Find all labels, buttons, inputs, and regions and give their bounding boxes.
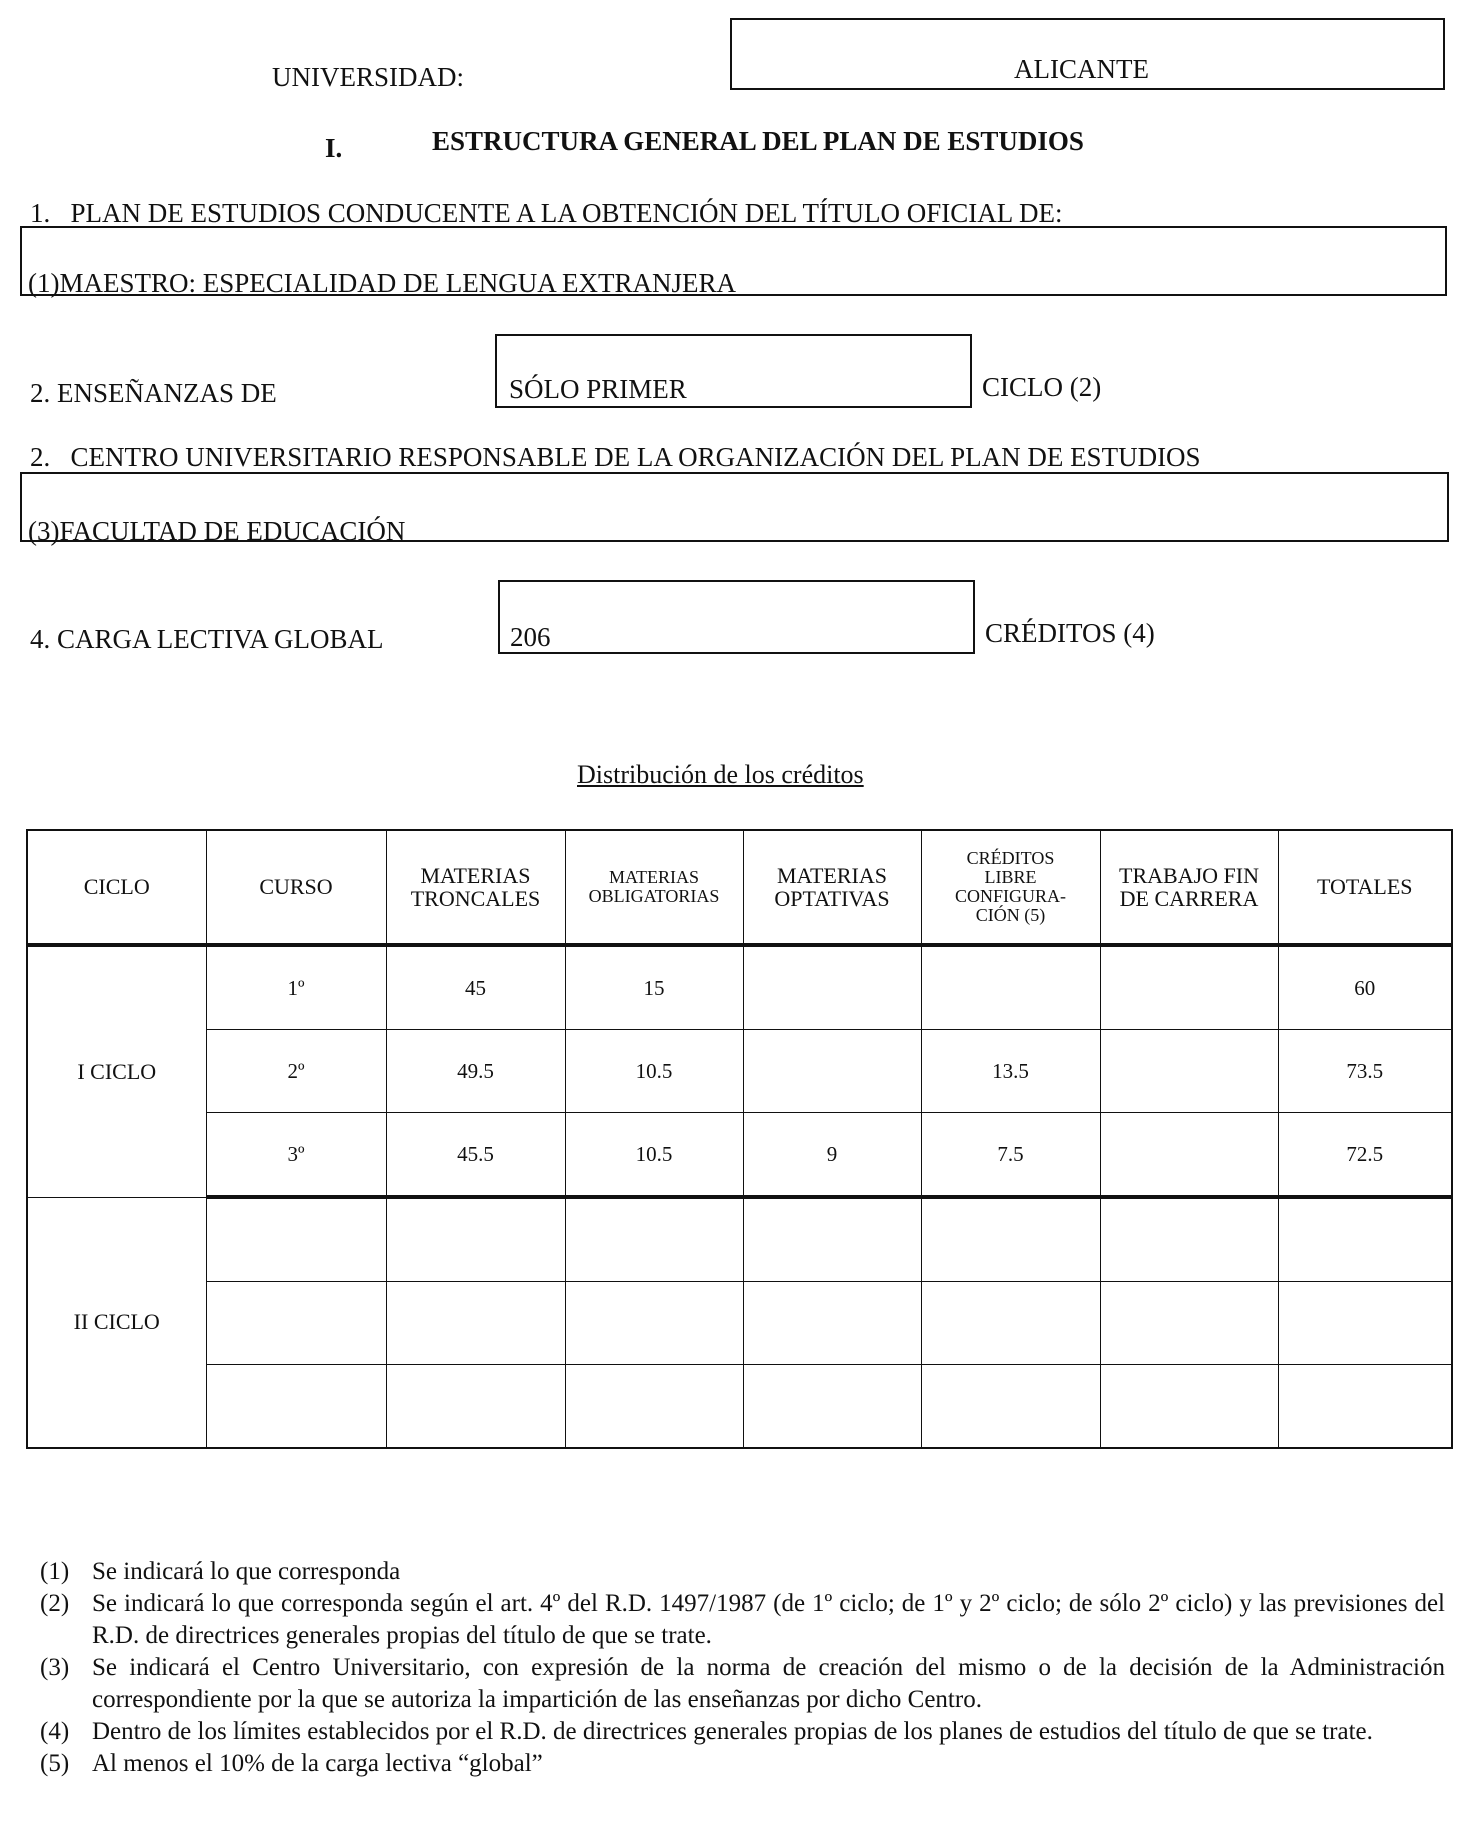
empty-cell (1278, 1365, 1452, 1449)
footnote-number: (4) (40, 1718, 70, 1745)
cell-trabajo (1100, 945, 1278, 1030)
empty-cell (921, 1282, 1100, 1365)
cell-troncales: 45 (386, 945, 565, 1030)
item1-label: 1. PLAN DE ESTUDIOS CONDUCENTE A LA OBTENCIÓN DEL TÍTULO OFICIAL DE: (30, 198, 1063, 228)
table-row (27, 1197, 1452, 1282)
table-row (27, 1030, 1452, 1113)
empty-cell (1278, 1282, 1452, 1365)
ciclo-1-label: I CICLO (27, 945, 206, 1197)
empty-cell (743, 1282, 921, 1365)
cell-curso: 1º (206, 945, 386, 1030)
header-totales: TOTALES (1278, 830, 1452, 945)
header-obligatorias: MATERIAS OBLIGATORIAS (565, 830, 743, 945)
header-trabajo-fin-carrera: TRABAJO FIN DE CARRERA (1100, 830, 1278, 945)
table-row (27, 945, 1452, 1030)
empty-cell (206, 1365, 386, 1449)
item4-value: 206 (510, 622, 551, 652)
empty-cell (565, 1365, 743, 1449)
cell-troncales: 45.5 (386, 1113, 565, 1198)
empty-cell (565, 1197, 743, 1282)
header-ciclo: CICLO (27, 830, 206, 945)
cell-optativas (743, 1030, 921, 1113)
cell-trabajo (1100, 1030, 1278, 1113)
empty-cell (1100, 1197, 1278, 1282)
cell-optativas: 9 (743, 1113, 921, 1198)
empty-cell (921, 1365, 1100, 1449)
item1-value: (1)MAESTRO: ESPECIALIDAD DE LENGUA EXTRANJERA (28, 268, 736, 298)
item4-suffix: CRÉDITOS (4) (985, 618, 1155, 648)
cell-troncales: 49.5 (386, 1030, 565, 1113)
empty-cell (206, 1197, 386, 1282)
empty-cell (921, 1197, 1100, 1282)
header-libre-configuracion: CRÉDITOS LIBRE CONFIGURA- CIÓN (5) (921, 830, 1100, 945)
header-optativas: MATERIAS OPTATIVAS (743, 830, 921, 945)
empty-cell (386, 1197, 565, 1282)
distribution-title: Distribución de los créditos (577, 760, 864, 789)
item3-field (20, 472, 1449, 546)
distribution-table (26, 829, 1453, 1449)
cell-libre: 13.5 (921, 1030, 1100, 1113)
universidad-label: UNIVERSIDAD: (272, 62, 464, 92)
section-title: ESTRUCTURA GENERAL DEL PLAN DE ESTUDIOS (432, 126, 1084, 156)
footnote-text: Se indicará lo que corresponda (92, 1558, 401, 1585)
cell-totales: 73.5 (1278, 1030, 1452, 1113)
footnote (40, 1588, 1445, 1652)
footnote-number: (5) (40, 1750, 70, 1777)
cell-trabajo (1100, 1113, 1278, 1198)
footnote-text: Al menos el 10% de la carga lectiva “global” (92, 1750, 543, 1777)
empty-cell (743, 1365, 921, 1449)
item4-label: 4. CARGA LECTIVA GLOBAL (30, 624, 384, 654)
cell-obligatorias: 15 (565, 945, 743, 1030)
cell-curso: 3º (206, 1113, 386, 1198)
table-row (27, 1365, 1452, 1449)
cell-optativas (743, 945, 921, 1030)
footnotes (40, 1556, 1445, 1780)
empty-cell (1278, 1197, 1452, 1282)
cell-libre: 7.5 (921, 1113, 1100, 1198)
footnote (40, 1716, 1445, 1748)
empty-cell (386, 1282, 565, 1365)
header-troncales: MATERIAS TRONCALES (386, 830, 565, 945)
footnote-text: Se indicará el Centro Universitario, con expresión de la norma de creación del mismo o de la decisión de la Administración correspondiente por la que se autoriza la impartición de las enseñanzas por dicho Centro. (92, 1654, 1445, 1713)
item3-value: (3)FACULTAD DE EDUCACIÓN (28, 516, 406, 546)
footnote-text: Se indicará lo que corresponda según el art. 4º del R.D. 1497/1987 (de 1º ciclo; de 1º y 2º ciclo; de sólo 2º ciclo) y las previsiones del R.D. de directrices generales propias del título de que se trate. (92, 1590, 1445, 1649)
section-number: I. (325, 133, 343, 163)
footnote-number: (3) (40, 1654, 70, 1681)
table-header-row (27, 830, 1452, 945)
cell-obligatorias: 10.5 (565, 1113, 743, 1198)
item1-field (20, 226, 1447, 296)
item2-label: 2. ENSEÑANZAS DE (30, 378, 277, 408)
empty-cell (565, 1282, 743, 1365)
item2-field (495, 334, 972, 408)
empty-cell (1100, 1282, 1278, 1365)
empty-cell (206, 1282, 386, 1365)
header-curso: CURSO (206, 830, 386, 945)
cell-totales: 60 (1278, 945, 1452, 1030)
footnote (40, 1652, 1445, 1716)
footnote-number: (1) (40, 1558, 70, 1585)
table-row (27, 1113, 1452, 1198)
cell-curso: 2º (206, 1030, 386, 1113)
ciclo-2-label: II CICLO (27, 1197, 206, 1448)
universidad-field (730, 18, 1445, 90)
cell-totales: 72.5 (1278, 1113, 1452, 1198)
empty-cell (386, 1365, 565, 1449)
footnote (40, 1748, 1445, 1780)
cell-obligatorias: 10.5 (565, 1030, 743, 1113)
item2-suffix: CICLO (2) (982, 372, 1102, 402)
item4-field (498, 580, 975, 654)
footnote-number: (2) (40, 1590, 70, 1617)
empty-cell (1100, 1365, 1278, 1449)
table-row (27, 1282, 1452, 1365)
footnote-text: Dentro de los límites establecidos por el R.D. de directrices generales propias de los planes de estudios del título de que se trate. (92, 1718, 1373, 1745)
universidad-value: ALICANTE (1014, 54, 1149, 84)
cell-libre (921, 945, 1100, 1030)
item3-label: 2. CENTRO UNIVERSITARIO RESPONSABLE DE LA ORGANIZACIÓN DEL PLAN DE ESTUDIOS (30, 442, 1201, 472)
footnote (40, 1556, 1445, 1588)
empty-cell (743, 1197, 921, 1282)
item2-value: SÓLO PRIMER (509, 374, 687, 404)
